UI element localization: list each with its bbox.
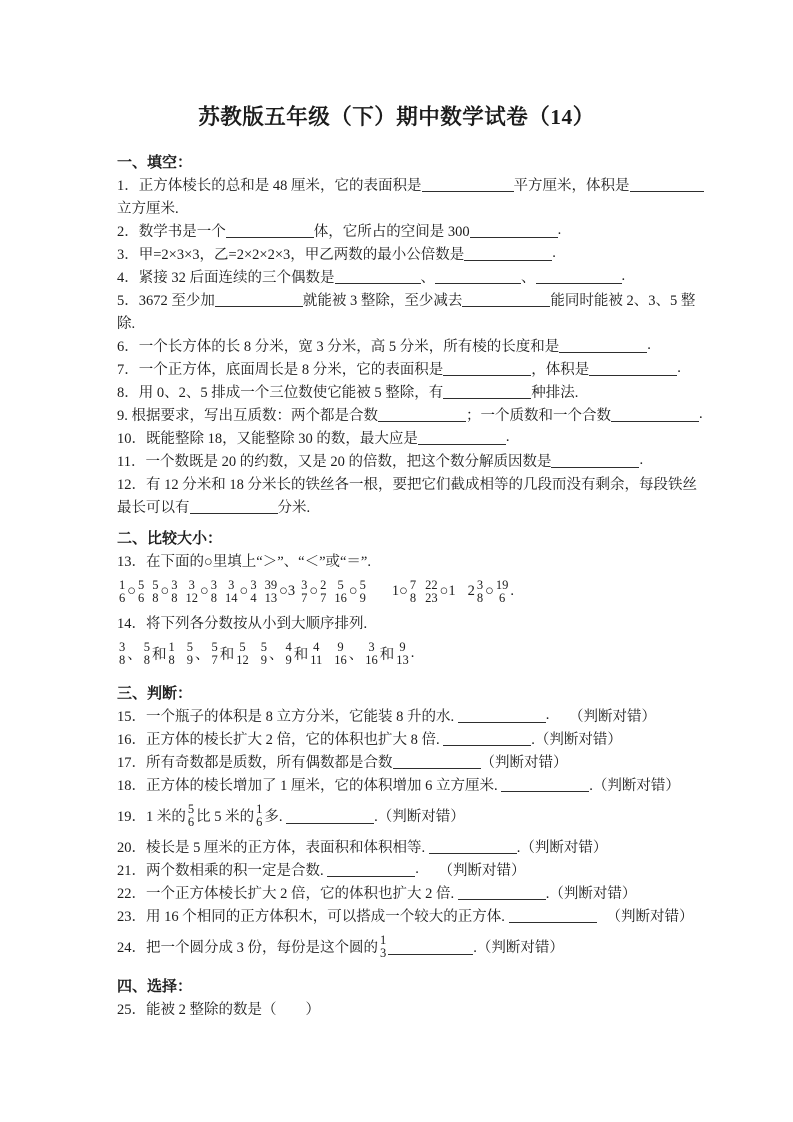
numerator: 5 xyxy=(211,639,218,654)
text-segment: （判断对错） xyxy=(569,709,656,725)
text-segment: 8．用 0、2、5 排成一个三位数使它能被 5 整除，有 xyxy=(117,385,444,401)
denominator: 12 xyxy=(236,652,249,667)
paper-title: 苏教版五年级（下）期中数学试卷（14） xyxy=(198,105,595,129)
text-segment: 16．正方体的棱长扩大 2 倍，它的体积也扩大 8 倍. xyxy=(117,732,444,748)
section-heading: 二、比较大小： xyxy=(117,531,223,547)
question-line xyxy=(117,495,693,518)
fraction xyxy=(358,579,368,605)
text-segment: 、 xyxy=(269,647,284,663)
answer-blank xyxy=(286,823,374,824)
answer-blank xyxy=(443,398,531,399)
answer-blank xyxy=(470,237,558,238)
text-segment: 15．一个瓶子的体积是 8 立方分米，它能装 8 升的水. xyxy=(117,709,458,725)
denominator: 11 xyxy=(310,652,323,667)
text-segment: （判断对错） xyxy=(606,909,694,925)
text-segment: .（判断对错） xyxy=(374,809,465,825)
text-segment: 4．紧接 32 后面连续的三个偶数是 xyxy=(117,270,335,286)
denominator: 7 xyxy=(301,590,308,605)
text-segment: 6．一个长方体的长 8 分米，宽 3 分米，高 5 分米，所有棱的长度和是 xyxy=(117,339,560,355)
text-segment: . xyxy=(545,707,553,723)
fraction xyxy=(169,579,179,605)
text-segment: 21．两个数相乘的积一定是合数. xyxy=(117,863,328,879)
fraction xyxy=(263,579,280,605)
text-segment: 立方厘米. xyxy=(117,201,179,217)
denominator: 13 xyxy=(264,590,278,605)
fraction xyxy=(117,641,127,667)
numerator: 9 xyxy=(337,639,344,654)
numerator: 5 xyxy=(186,639,193,654)
question-line xyxy=(117,796,693,835)
numerator: 5 xyxy=(359,577,366,592)
numerator: 1 xyxy=(256,801,263,816)
text-segment: ，体积是 xyxy=(531,362,590,378)
section xyxy=(117,150,703,518)
question-line xyxy=(117,835,693,858)
text-segment: 1○ xyxy=(391,583,408,599)
denominator: 8 xyxy=(476,590,484,605)
text-segment: 18．正方体的棱长增加了 1 厘米，它的体积增加 6 立方厘米. xyxy=(117,778,502,794)
fraction xyxy=(234,641,251,667)
answer-blank xyxy=(335,283,421,284)
text-segment: 能同时能被 2、3、5 整 xyxy=(550,293,696,309)
numerator: 1 xyxy=(119,577,126,592)
answer-blank xyxy=(226,237,314,238)
answer-blank xyxy=(190,513,278,514)
numerator: 5 xyxy=(138,577,145,592)
text-segment: . xyxy=(510,583,515,599)
numerator: 2 xyxy=(320,577,327,592)
denominator: 4 xyxy=(250,590,257,605)
text-segment: 17．所有奇数都是质数，所有偶数都是合数 xyxy=(117,755,393,771)
numerator: 4 xyxy=(285,639,292,654)
fraction xyxy=(332,641,349,667)
text-segment: 就能被 3 整除，至少减去 xyxy=(302,293,463,309)
fraction xyxy=(142,641,152,667)
denominator: 8 xyxy=(152,590,159,605)
text-segment: 14．将下列各分数按从小到大顺序排列. xyxy=(117,616,368,632)
text-segment: ○ xyxy=(348,583,358,599)
numerator: 3 xyxy=(188,577,195,592)
numerator: 5 xyxy=(143,639,150,654)
text-segment: 19．1 米的 xyxy=(117,809,186,825)
answer-blank xyxy=(589,375,677,376)
fraction xyxy=(254,803,264,829)
text-segment: 和 xyxy=(293,647,309,663)
text-segment: .（判断对错） xyxy=(473,940,564,956)
denominator: 9 xyxy=(285,652,292,667)
text-segment: 、 xyxy=(521,270,536,286)
fraction xyxy=(184,579,201,605)
text-segment: 比 5 米的 xyxy=(196,809,255,825)
text-segment: 1．正方体棱长的总和是 48 厘米，它的表面积是 xyxy=(117,178,422,194)
answer-blank xyxy=(462,306,550,307)
text-segment: . xyxy=(505,429,510,445)
denominator: 9 xyxy=(186,652,193,667)
text-segment: . xyxy=(639,452,644,468)
numerator: 19 xyxy=(495,577,509,592)
denominator: 23 xyxy=(425,590,438,605)
answer-blank xyxy=(429,853,517,854)
question-line xyxy=(117,773,693,796)
question-line xyxy=(117,549,693,572)
fraction xyxy=(150,579,160,605)
text-segment: 、 xyxy=(127,647,142,663)
text-segment: 种排法. xyxy=(531,385,579,401)
question-line xyxy=(117,380,693,403)
fraction xyxy=(259,641,269,667)
numerator: 3 xyxy=(228,577,235,592)
answer-blank xyxy=(458,899,546,900)
question-line xyxy=(117,634,693,673)
numerator: 3 xyxy=(250,577,257,592)
text-segment: 平方厘米，体积是 xyxy=(513,178,630,194)
text-segment: 22．一个正方体棱长扩大 2 倍，它的体积也扩大 2 倍. xyxy=(117,886,458,902)
answer-blank xyxy=(551,467,639,468)
text-segment: 20．棱长是 5 厘米的正方体，表面积和体积相等. xyxy=(117,840,429,856)
denominator: 9 xyxy=(359,590,366,605)
answer-blank xyxy=(501,791,589,792)
question-line xyxy=(117,449,693,472)
section xyxy=(117,974,693,1020)
question-line xyxy=(117,904,693,927)
numerator: 5 xyxy=(152,577,159,592)
text-segment: 2 xyxy=(467,583,475,599)
fraction xyxy=(475,579,485,605)
answer-blank xyxy=(418,444,506,445)
question-line xyxy=(117,288,696,311)
answer-blank xyxy=(458,722,546,723)
text-segment: . xyxy=(677,360,681,376)
fraction xyxy=(167,641,177,667)
text-segment: 5．3672 至少加 xyxy=(117,293,215,309)
fraction xyxy=(248,579,258,605)
text-segment: 2．数学书是一个 xyxy=(117,224,226,240)
section-heading: 三、判断： xyxy=(117,686,193,702)
text-segment: 最长可以有 xyxy=(117,500,190,516)
text-segment: 11．一个数既是 20 的约数，又是 20 的倍数，把这个数分解质因数是 xyxy=(117,454,552,470)
text-segment: 除. xyxy=(117,316,136,332)
numerator: 3 xyxy=(368,639,375,654)
paper-body xyxy=(117,150,703,1020)
denominator: 6 xyxy=(138,590,145,605)
section-heading: 四、选择： xyxy=(117,979,193,995)
denominator: 12 xyxy=(185,590,199,605)
text-segment: 、 xyxy=(348,647,364,663)
fraction xyxy=(318,579,328,605)
numerator: 4 xyxy=(313,639,320,654)
numerator: 3 xyxy=(171,577,178,592)
answer-blank xyxy=(393,768,481,769)
text-segment: 和 xyxy=(379,647,395,663)
question-line xyxy=(117,334,693,357)
text-segment: 和 xyxy=(152,647,167,663)
text-segment: 9. 根据要求，写出互质数：两个都是合数 xyxy=(117,408,378,424)
fraction xyxy=(363,641,380,667)
text-segment: 多. xyxy=(264,809,287,825)
denominator: 6 xyxy=(119,590,126,605)
denominator: 16 xyxy=(334,590,347,605)
denominator: 7 xyxy=(320,590,327,605)
text-segment: 、 xyxy=(195,647,210,663)
answer-blank xyxy=(378,421,466,422)
numerator: 7 xyxy=(409,577,417,592)
denominator: 8 xyxy=(168,652,175,667)
fraction xyxy=(308,641,324,667)
question-line xyxy=(117,927,693,966)
numerator: 39 xyxy=(264,577,278,592)
text-segment: . xyxy=(415,861,423,877)
question-line xyxy=(117,403,703,426)
text-segment: ○ xyxy=(200,583,209,599)
text-segment: 和 xyxy=(219,647,235,663)
fraction xyxy=(186,803,196,829)
question-line xyxy=(117,858,693,881)
text-segment: （判断对错） xyxy=(480,755,568,771)
denominator: 8 xyxy=(171,590,178,605)
section-heading: 一、填空： xyxy=(117,155,193,171)
fraction xyxy=(223,579,240,605)
text-segment: 23．用 16 个相同的正方体积木，可以搭成一个较大的正方体. xyxy=(117,909,509,925)
text-segment: 、 xyxy=(420,270,435,286)
fraction xyxy=(284,641,294,667)
question-line xyxy=(117,265,693,288)
numerator: 22 xyxy=(425,577,438,592)
answer-blank xyxy=(443,745,531,746)
denominator: 8 xyxy=(210,590,218,605)
text-segment: ○ xyxy=(127,583,137,599)
text-segment: ○ xyxy=(239,583,249,599)
fraction xyxy=(117,579,127,605)
denominator: 9 xyxy=(260,652,267,667)
question-line xyxy=(117,311,693,334)
fraction xyxy=(378,934,388,960)
denominator: 6 xyxy=(187,814,195,829)
question-line xyxy=(117,881,693,904)
text-segment: . xyxy=(699,406,703,422)
answer-blank xyxy=(464,260,552,261)
denominator: 3 xyxy=(380,945,387,960)
denominator: 6 xyxy=(499,590,506,605)
numerator: 1 xyxy=(168,639,175,654)
question-line xyxy=(117,472,697,495)
text-segment: 体，它所占的空间是 300 xyxy=(313,224,470,240)
text-segment: ；一个质数和一个合数 xyxy=(466,408,611,424)
question-line xyxy=(117,704,693,727)
numerator: 9 xyxy=(399,639,406,654)
denominator: 8 xyxy=(409,590,417,605)
question-line xyxy=(117,426,693,449)
text-segment: ○1 xyxy=(439,583,456,599)
fraction xyxy=(185,641,195,667)
answer-blank xyxy=(536,283,622,284)
numerator: 3 xyxy=(301,577,308,592)
denominator: 8 xyxy=(119,652,126,667)
answer-blank xyxy=(388,954,473,955)
question-line xyxy=(117,997,693,1020)
answer-blank xyxy=(422,191,514,192)
fraction xyxy=(210,641,220,667)
text-segment: 12．有 12 分米和 18 分米长的铁丝各一根，要把它们截成相等的几段而没有剩余，每段铁丝 xyxy=(117,477,697,493)
answer-blank xyxy=(435,283,521,284)
numerator: 5 xyxy=(260,639,267,654)
text-segment: 3．甲=2×3×3，乙=2×2×2×3，甲乙两数的最小公倍数是 xyxy=(117,247,465,263)
text-segment: 24．把一个圆分成 3 份，每份是这个圆的 xyxy=(117,940,378,956)
text-segment: . xyxy=(621,268,626,284)
denominator: 14 xyxy=(225,590,238,605)
question-line xyxy=(117,750,693,773)
text-segment: 25．能被 2 整除的数是（ ） xyxy=(117,1002,320,1018)
fraction xyxy=(332,579,349,605)
question-line xyxy=(117,196,693,219)
fraction xyxy=(136,579,146,605)
text-segment: .（判断对错） xyxy=(589,778,680,794)
text-segment: ○ xyxy=(160,583,170,599)
denominator: 13 xyxy=(396,652,409,667)
denominator: 6 xyxy=(256,814,263,829)
text-segment: ○ xyxy=(309,583,319,599)
answer-blank xyxy=(630,191,704,192)
numerator: 1 xyxy=(380,932,387,947)
answer-blank xyxy=(509,922,597,923)
question-line xyxy=(117,242,693,265)
numerator: 5 xyxy=(239,639,246,654)
numerator: 3 xyxy=(476,577,484,592)
text-segment: 7．一个正方体，底面周长是 8 分米，它的表面积是 xyxy=(117,362,444,378)
fraction xyxy=(494,579,511,605)
question-line xyxy=(117,173,693,196)
numerator: 3 xyxy=(119,639,126,654)
answer-blank xyxy=(215,306,303,307)
answer-blank xyxy=(559,352,647,353)
question-line xyxy=(117,611,693,634)
answer-blank xyxy=(327,876,415,877)
denominator: 8 xyxy=(143,652,150,667)
denominator: 16 xyxy=(365,652,378,667)
text-segment: .（判断对错） xyxy=(531,732,622,748)
section xyxy=(117,681,693,966)
numerator: 3 xyxy=(210,577,218,592)
section xyxy=(117,526,693,673)
denominator: 7 xyxy=(211,652,218,667)
text-segment: 分米. xyxy=(277,500,311,516)
text-segment: . xyxy=(410,645,415,661)
fraction xyxy=(299,579,309,605)
text-segment: ○ xyxy=(485,583,494,599)
answer-blank xyxy=(443,375,531,376)
question-line xyxy=(117,727,693,750)
text-segment: . xyxy=(647,337,651,353)
text-segment: 13．在下面的○里填上“＞”、“＜”或“＝”. xyxy=(117,554,371,570)
text-segment: . xyxy=(557,222,562,238)
answer-blank xyxy=(611,421,699,422)
fraction xyxy=(423,579,440,605)
text-segment: （判断对错） xyxy=(438,863,526,879)
text-segment: ○3 xyxy=(279,583,296,599)
fraction xyxy=(408,579,418,605)
question-line xyxy=(117,219,693,242)
numerator: 5 xyxy=(187,801,195,816)
question-line xyxy=(117,357,693,380)
text-segment: .（判断对错） xyxy=(516,840,608,856)
text-segment: . xyxy=(552,245,556,261)
numerator: 5 xyxy=(337,577,344,592)
fraction xyxy=(394,641,411,667)
text-segment: .（判断对错） xyxy=(545,886,637,902)
question-line xyxy=(117,572,693,611)
text-segment: 10．既能整除 18，又能整除 30 的数，最大应是 xyxy=(117,431,418,447)
fraction xyxy=(209,579,219,605)
denominator: 16 xyxy=(334,652,347,667)
